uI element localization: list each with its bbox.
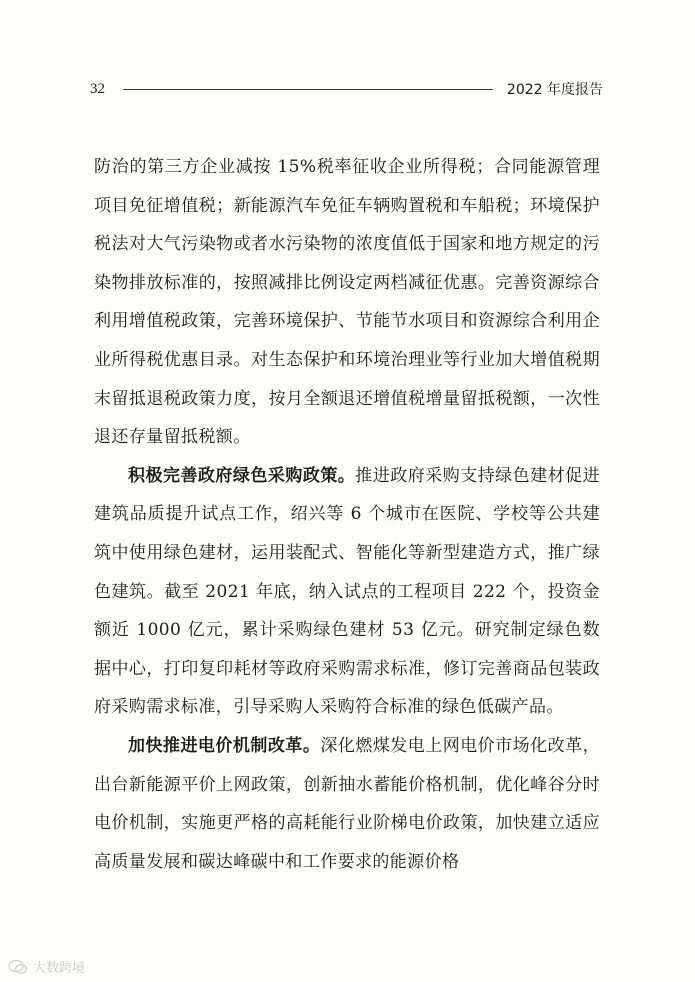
paragraph-text: 深化燃煤发电上网电价市场化改革，出台新能源平价上网政策，创新抽水蓄能价格机制，优化峰谷分时电价机制，实施更严格的高耗能行业阶梯电价政策，加快建立适应高质量发展和碳达峰碳中和工作要求的能源价格 <box>94 735 600 872</box>
paragraph <box>94 727 600 881</box>
paragraph-lead: 积极完善政府绿色采购政策。 <box>128 465 356 486</box>
page-header <box>90 76 603 102</box>
page-number: 32 <box>90 80 105 97</box>
paragraph-lead: 加快推进电价机制改革。 <box>128 735 321 756</box>
body-text <box>94 148 600 881</box>
wechat-logo-icon <box>8 959 28 975</box>
paragraph <box>94 457 600 727</box>
paragraph-text: 推进政府采购支持绿色建材促进建筑品质提升试点工作，绍兴等 6 个城市在医院、学校等公共建筑中使用绿色建材，运用装配式、智能化等新型建造方式，推广绿色建筑。截至 2021 年底，纳入试点的工程项目 222 个，投资金额近 1000 亿元，累计采购绿色建材 53 亿元。研究制定绿色数据中心，打印复印耗材等政府采购需求标准，修订完善商品包装政府采购需求标准，引导采购人采购符合标准的绿色低碳产品。 <box>94 465 600 718</box>
watermark-text: 大数跨境 <box>33 961 86 976</box>
report-label: 2022 年度报告 <box>506 82 603 98</box>
paragraph <box>94 148 600 457</box>
paragraph-text: 防治的第三方企业减按 15%税率征收企业所得税；合同能源管理项目免征增值税；新能源汽车免征车辆购置税和车船税；环境保护税法对大气污染物或者水污染物的浓度值低于国家和地方规定的污染物排放标准的，按照减排比例设定两档减征优惠。完善资源综合利用增值税政策，完善环境保护、节能节水项目和资源综合利用企业所得税优惠目录。对生态保护和环境治理业等行业加大增值税期末留抵退税政策力度，按月全额退还增值税增量留抵税额，一次性退还存量留抵税额。 <box>94 157 600 448</box>
watermark <box>8 957 85 976</box>
header-rule <box>123 89 493 90</box>
